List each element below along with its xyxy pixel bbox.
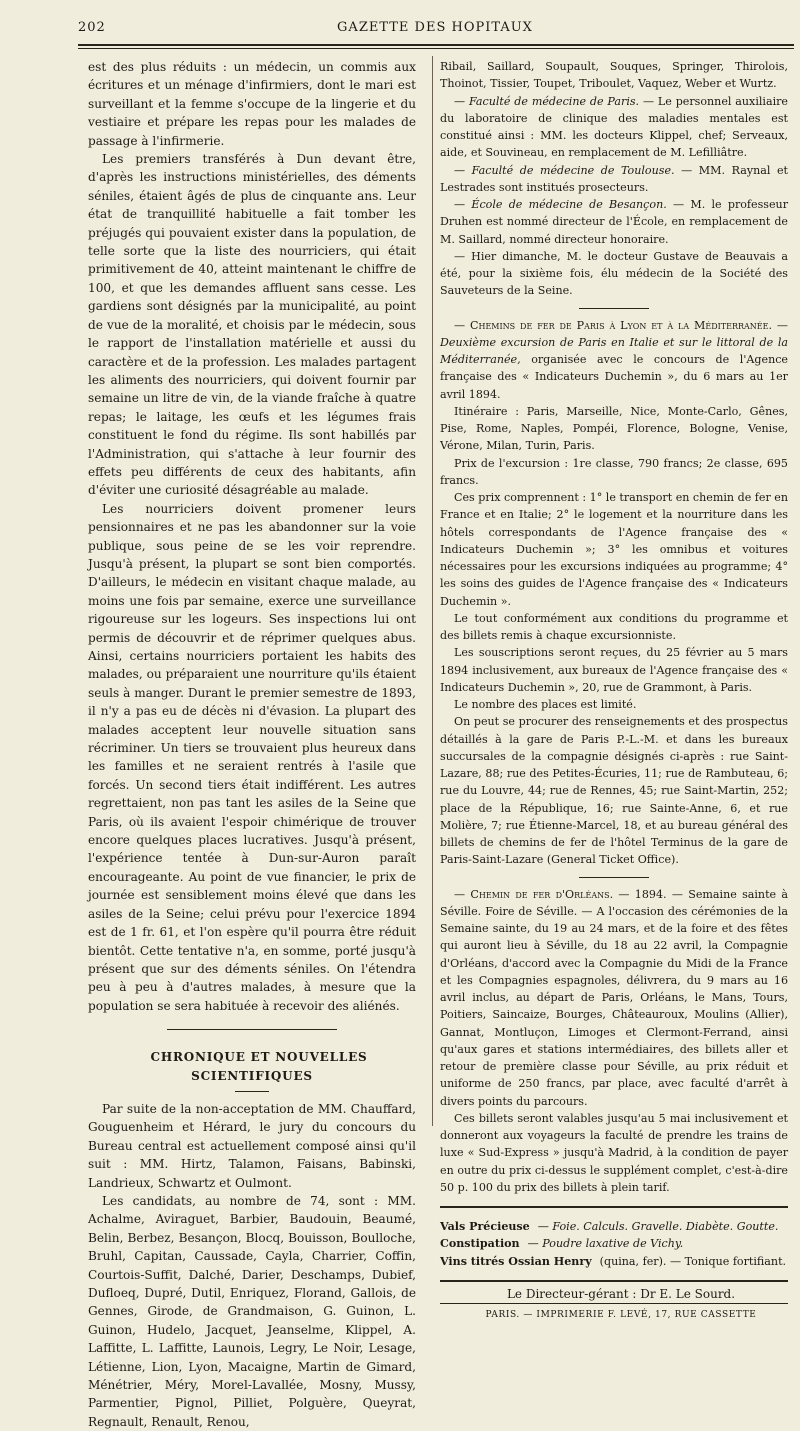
ad-text: (quina, fer). — Tonique fortifiant. — [599, 1254, 787, 1268]
news-item-subtitle: Deuxième excursion de Paris en Italie et sur le littoral de la Méditerranée, — [440, 335, 788, 366]
news-item — [440, 886, 788, 1110]
news-item — [440, 93, 788, 162]
left-column — [88, 58, 416, 1431]
news-item-lead: — Faculté de médecine de Paris. — [454, 94, 640, 108]
news-item-lead: — Faculté de médecine de Toulouse. — [454, 163, 675, 177]
journal-title: GAZETTE DES HOPITAUX — [337, 20, 533, 35]
news-item-lead: — École de médecine de Besançon. — [454, 198, 667, 211]
news-item — [440, 162, 788, 197]
news-item-text: — MM. Raynal et Lestrades sont institués prosecteurs. — [440, 163, 788, 194]
page-header — [78, 20, 792, 42]
news-item-text: — Le personnel auxiliaire du laboratoire de clinique des maladies mentales est constitué ainsi : MM. les docteurs Klippel, chef; Serveaux, aide, et Souvineau, en remplacement de M. Lefilliâtre. — [440, 94, 788, 160]
ad-name: Vins titrés Ossian Henry — [440, 1254, 592, 1268]
paragraph: Itinéraire : Paris, Marseille, Nice, Monte-Carlo, Gênes, Pise, Rome, Naples, Pompéi, Florence, Bologne, Venise, Vérone, Milan, Turin, Paris. — [440, 404, 788, 453]
paragraph: Le tout conformément aux conditions du programme et des billets remis à chaque excursionniste. — [440, 611, 788, 642]
news-item-text: organisée avec le concours de l'Agence française des « Indicateurs Duchemin », du 6 mars au 1er avril 1894. — [440, 353, 788, 401]
printer-imprint: PARIS. — IMPRIMERIE F. LEVÉ, 17, RUE CASSETTE — [440, 1303, 788, 1324]
item-separator — [579, 308, 649, 309]
news-item-text: — M. le professeur Druhen est nommé directeur de l'École, en remplacement de M. Saillard, nommé directeur honoraire. — [440, 198, 788, 246]
news-item — [440, 196, 788, 248]
paragraph: Le nombre des places est limité. — [454, 698, 637, 711]
paragraph: Les nourriciers doivent promener leurs pensionnaires et ne pas les abandonner sur la voie publique, sous peine de se les voir reprendre. Jusqu'à présent, la plupart se sont bien comportés. D'ailleurs, le médecin en visitant chaque malade, au moins une fois par semaine, exerce une surveillance rigoureuse sur les logeurs. Ses inspections lui ont permis de découvrir et de réprimer quelques abus. Ainsi, certains nourriciers portaient les habits des malades, ou préparaient une nourriture qu'ils étaient seuls à manger. Durant le premier semestre de 1893, il n'y a pas eu de décès ni d'évasion. La plupart des malades acceptent leur nouvelle situation sans récriminer. Un tiers se trouvaient plus heureux dans les familles et ne seraient rentrés à l'asile que forcés. Un second tiers était indifférent. Les autres regrettaient, non pas tant les asiles de la Seine que Paris, où ils avaient l'espoir chimérique de trouver encore quelques places lucratives. Jusqu'à présent, l'expérience tentée à Dun-sur-Auron paraît encourageante. Au point de vue financier, le prix de journée est sensiblement moins élevé que dans les asiles de la Seine; celui prévu pour l'exercice 1894 est de 1 fr. 61, et l'on espère qu'il pourra être réduit bientôt. Cette tentative n'a, en somme, porté jusqu'à présent que sur des déments séniles. On l'étendra peu à peu à d'autres malades, à mesure que la population se sera habituée à recevoir des aliénés. — [88, 501, 416, 1013]
ad-name: Constipation — [440, 1237, 520, 1251]
news-item — [440, 248, 788, 300]
section-title: CHRONIQUE ET NOUVELLES SCIENTIFIQUES — [150, 1050, 368, 1083]
news-item-lead: — Chemin de fer d'Orléans. — [454, 887, 614, 901]
right-column — [440, 58, 788, 1324]
ad-line — [440, 1253, 788, 1270]
header-rule — [78, 44, 794, 46]
footer — [440, 1280, 788, 1325]
ad-text: — Poudre laxative de Vichy. — [527, 1237, 684, 1251]
advertisements — [440, 1206, 788, 1270]
header-rule-thin — [78, 48, 794, 49]
column-divider — [432, 56, 433, 1126]
director-signature: Le Directeur-gérant : Dr E. Le Sourd. — [506, 1286, 736, 1301]
paragraph: Ces billets seront valables jusqu'au 5 mai inclusivement et donneront aux voyageurs la faculté de prendre les trains de luxe « Sud-Express » jusqu'à Madrid, à la condition de payer en outre du prix ci-dessus le supplément complet, c'est-à-dire 50 p. 100 du prix des billets à plein tarif. — [440, 1111, 788, 1194]
ad-line — [440, 1218, 788, 1235]
paragraph: Les candidats, au nombre de 74, sont : MM. Achalme, Aviraguet, Barbier, Baudouin, Beaumé, Belin, Berbez, Besançon, Blocq, Bouisson, Boulloche, Bruhl, Capitan, Caussade, Cayla, Charrier, Coffin, Courtois-Suffit, Dalché, Darier, Deschamps, Dubief, Dufloeq, Dupré, Dutil, Enriquez, Florand, Gallois, de Gennes, Girode, de Grandmaison, G. Guinon, L. Guinon, Hudelo, Jacquet, Jeanselme, Klippel, A. Laffitte, L. Laffitte, Launois, Legry, Le Noir, Lesage, Létienne, Lion, Lyon, Macaigne, Martin de Gimard, Ménétrier, Méry, Morel-Lavallée, Mosny, Mussy, Parmentier, Pignol, Pilliet, Polguère, Queyrat, Regnault, Renault, Renou, — [88, 1193, 416, 1429]
ad-text: — Foie. Calculs. Gravelle. Diabète. Goutte. — [537, 1220, 779, 1233]
news-item — [440, 317, 788, 403]
paragraph: Par suite de la non-acceptation de MM. Chauffard, Gouguenheim et Hérard, le jury du concours du Bureau central est actuellement composé ainsi qu'il suit : MM. Hirtz, Talamon, Faisans, Babinski, Landrieux, Schwartz et Oulmont. — [88, 1101, 416, 1190]
paragraph: Prix de l'excursion : 1re classe, 790 francs; 2e classe, 695 francs. — [440, 456, 788, 487]
paragraph: est des plus réduits : un médecin, un commis aux écritures et un ménage d'infirmiers, dont le mari est surveillant et la femme s'occupe de la lingerie et du vestiaire et prépare les repas pour les malades de passage à l'infirmerie. — [88, 60, 416, 148]
paragraph: Les premiers transférés à Dun devant être, d'après les instructions ministérielles, des déments séniles, étaient âgés de plus de cinquante ans. Leur état de tranquillité habituelle a fait tomber les préjugés qui pouvaient exister dans la population, de telle sorte que la liste des nourriciers, qui était primitivement de 40, atteint maintenant le chiffre de 100, et que les demandes affluent sans cesse. Les gardiens sont désignés par la municipalité, au point de vue de la moralité, et choisis par le médecin, sous le rapport de l'installation matérielle et aussi du caractère et de la profession. Les malades partagent les aliments des nourriciers, qui doivent fournir par semaine un litre de vin, de la viande fraîche à quatre repas; le laitage, les œufs et les légumes frais constituent le fond du régime. Ils sont habillés par l'Administration, qui s'attache à leur fournir des effets peu différents de ceux des habitants, afin d'éviter une curiosité désagréable au malade. — [88, 152, 416, 498]
news-item-lead: — Chemins de fer de Paris à Lyon et à la Méditerranée. — — [454, 318, 788, 332]
item-separator — [579, 877, 649, 878]
ad-line — [440, 1235, 788, 1252]
ad-name: Vals Précieuse — [440, 1220, 530, 1233]
page-number: 202 — [78, 20, 106, 35]
paragraph: On peut se procurer des renseignements et des prospectus détaillés à la gare de Paris P.-L.-M. et dans les bureaux succursales de la compagnie désignés ci-après : rue Saint-Lazare, 88; rue des Petites-Écuries, 11; rue de Rambuteau, 6; rue du Louvre, 44; rue de Rennes, 45; rue Saint-Martin, 252; place de la République, 16; rue Sainte-Anne, 6, et rue Molière, 7; rue Étienne-Marcel, 18, et au bureau général des billets de chemins de fer de l'hôtel Terminus de la gare de Paris-Saint-Lazare (General Ticket Office). — [440, 715, 788, 867]
title-underline — [235, 1091, 269, 1092]
news-item-text: — 1894. — Semaine sainte à Séville. Foire de Séville. — A l'occasion des cérémonies de la Semaine sainte, du 19 au 24 mars, et de la foire et des fêtes qui auront lieu à Séville, du 18 au 22 avril, la Compagnie d'Orléans, d'accord avec la Compagnie du Midi de la France et les Compagnies espagnoles, délivrera, du 9 mars au 16 avril inclus, au départ de Paris, Orléans, le Mans, Tours, Poitiers, Saincaize, Bourges, Châteauroux, Moulins (Allier), Gannat, Montluçon, Limoges et Clermont-Ferrand, ainsi qu'aux gares et stations intermédiaires, des billets aller et retour de première classe pour Séville, au prix réduit et uniforme de 250 francs, par place, avec faculté d'arrêt à divers points du parcours. — [440, 887, 788, 1108]
paragraph: Les souscriptions seront reçues, du 25 février au 5 mars 1894 inclusivement, aux bureaux de l'Agence française des « Indicateurs Duchemin », 20, rue de Grammont, à Paris. — [440, 646, 788, 694]
news-item-text: — Hier dimanche, M. le docteur Gustave de Beauvais a été, pour la sixième fois, élu médecin de la Société des Sauveteurs de la Seine. — [440, 249, 788, 298]
paragraph: Ces prix comprennent : 1° le transport en chemin de fer en France et en Italie; 2° le logement et la nourriture dans les hôtels correspondants de l'Agence française des « Indicateurs Duchemin »; 3° les omnibus et voitures nécessaires pour les excursions indiquées au programme; 4° les soins des guides de l'Agence française des « Indicateurs Duchemin ». — [440, 491, 788, 608]
section-separator — [167, 1029, 337, 1030]
paragraph: Ribail, Saillard, Soupault, Souques, Springer, Thirolois, Thoinot, Tissier, Toupet, Triboulet, Vaquez, Weber et Wurtz. — [440, 60, 788, 91]
